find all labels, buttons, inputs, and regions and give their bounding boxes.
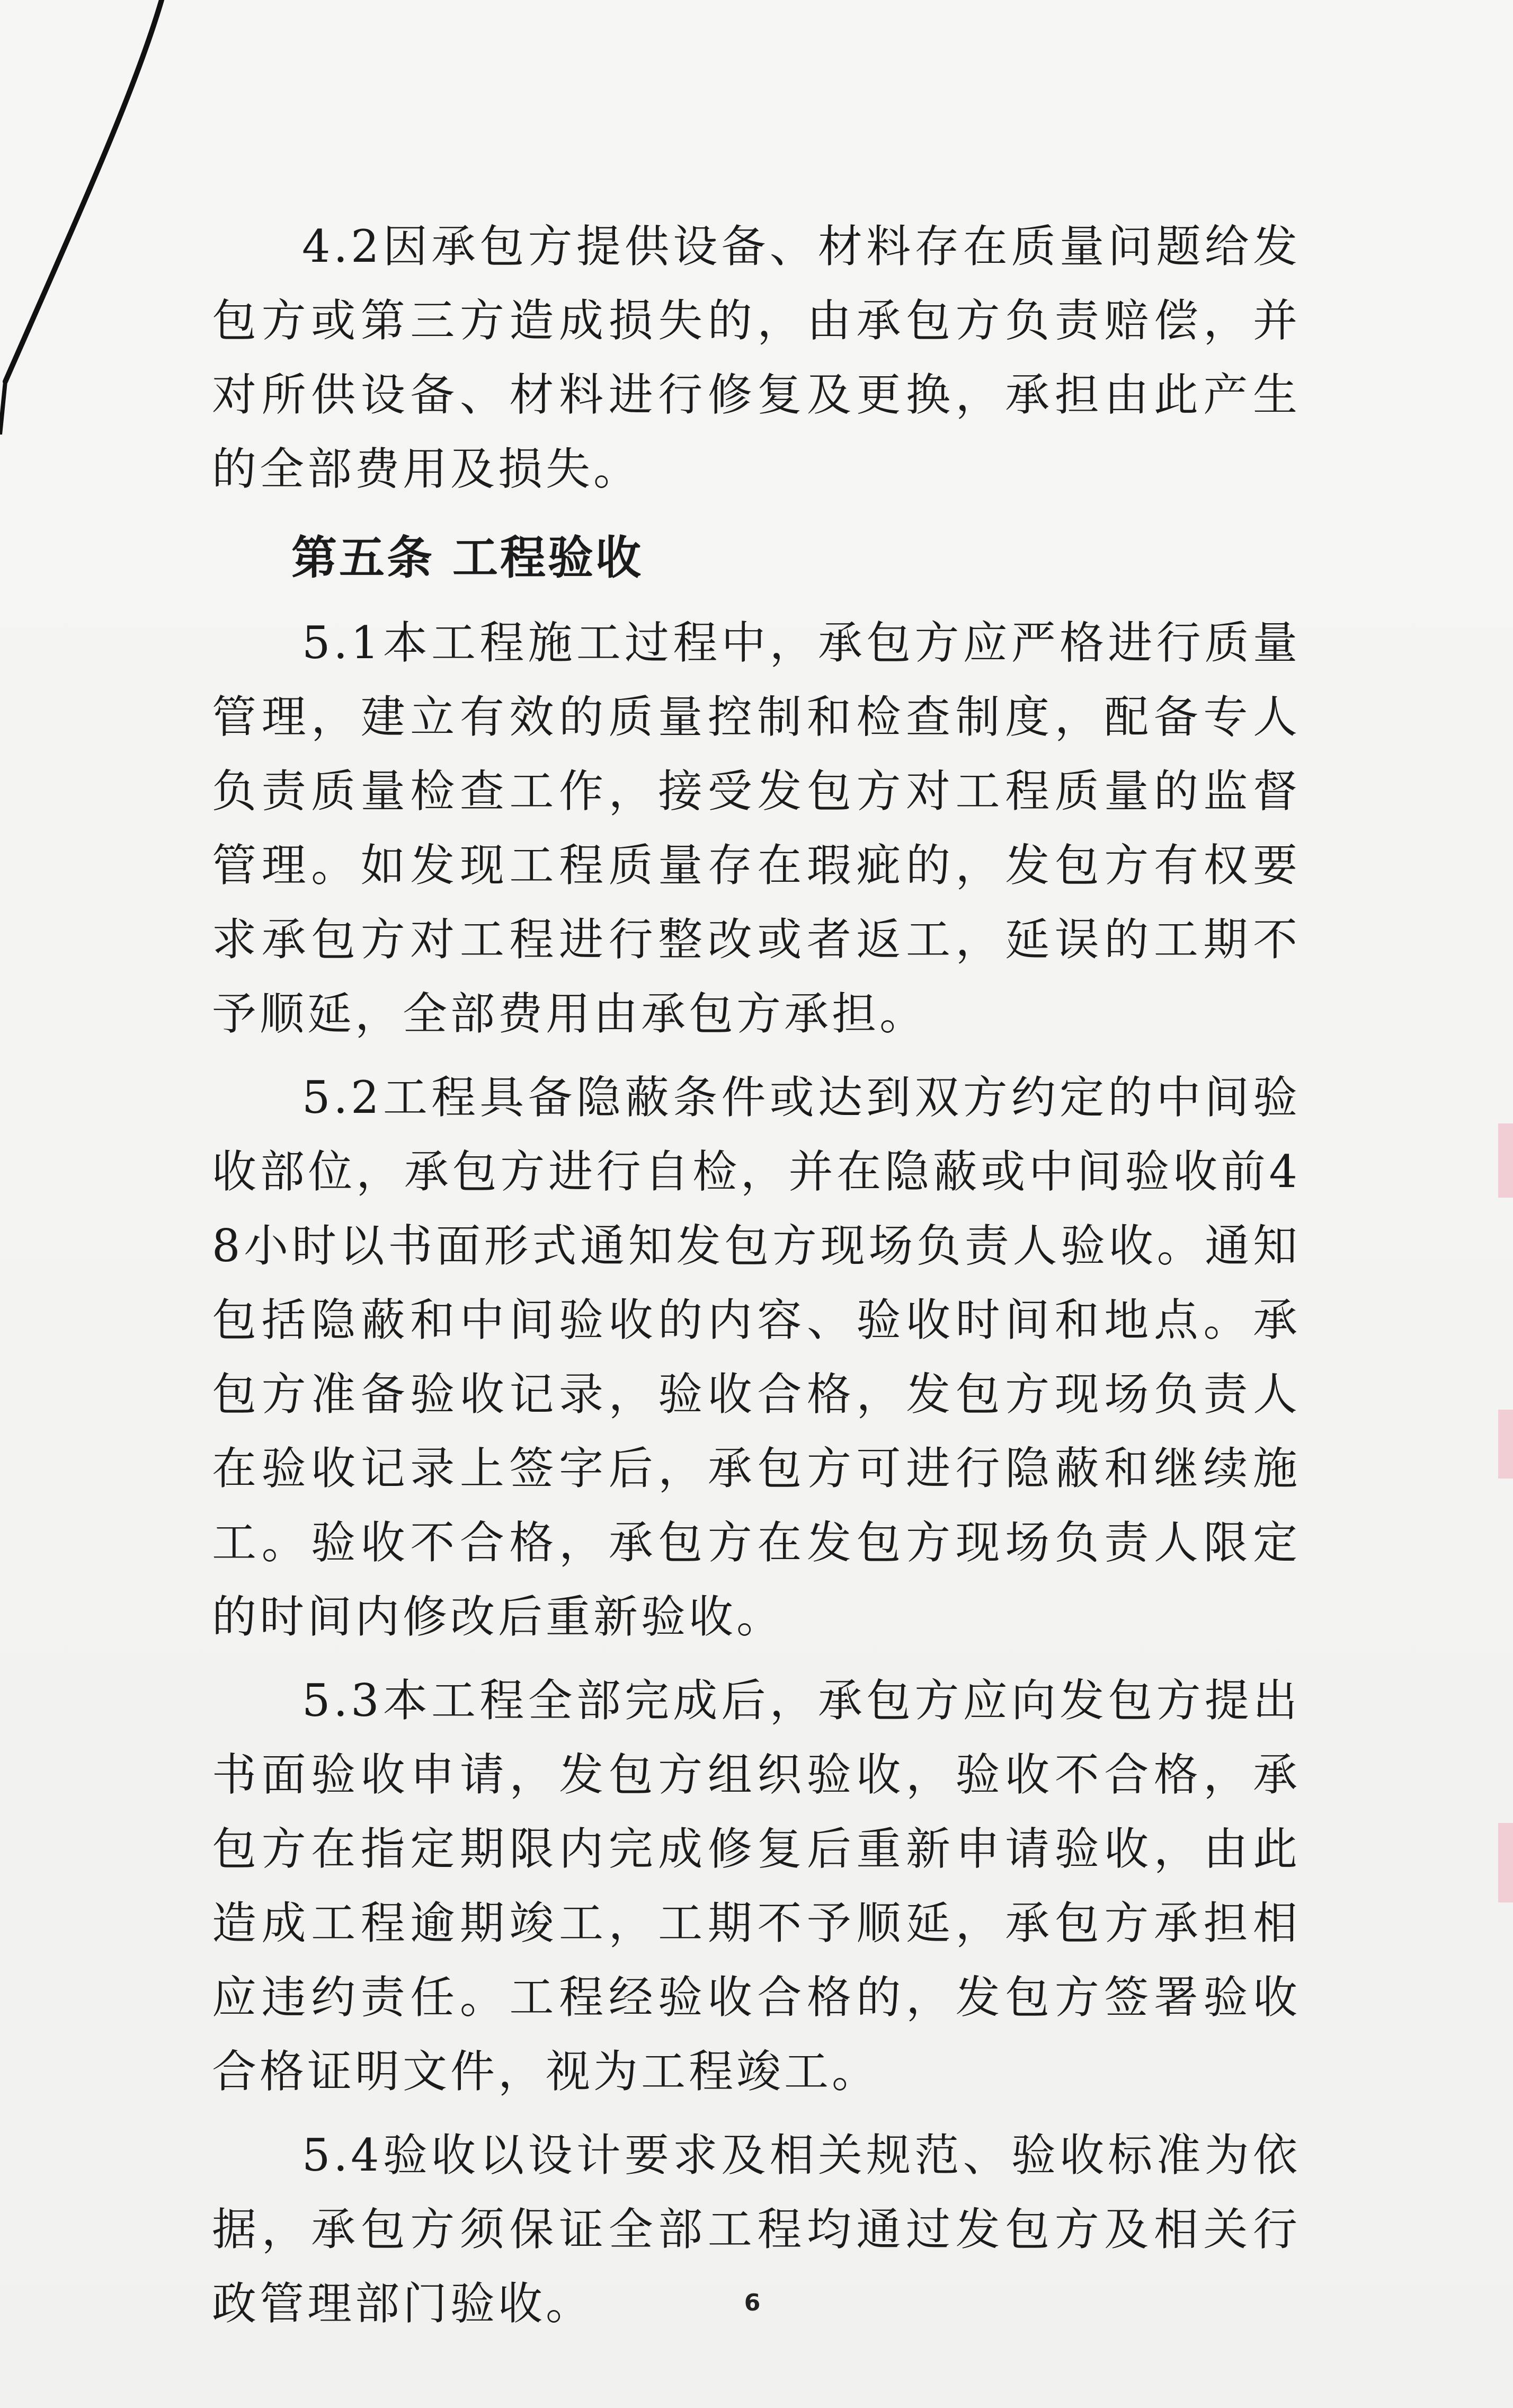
page-number: 6 xyxy=(744,2289,761,2316)
paragraph-5-4: 5.4验收以设计要求及相关规范、验收标准为依据，承包方须保证全部工程均通过发包方及相关行政管理部门验收。 xyxy=(212,2129,1301,2330)
scan-edge-line xyxy=(0,0,170,435)
paragraph-5-3: 5.3本工程全部完成后，承包方应向发包方提出书面验收申请，发包方组织验收，验收不合格，承包方在指定期限内完成修复后重新申请验收，由此造成工程逾期竣工，工期不予顺延，承包方承担相应违约责任。工程经验收合格的，发包方签署验收合格证明文件，视为工程竣工。 xyxy=(212,1675,1301,2097)
paragraph-4-2: 4.2因承包方提供设备、材料存在质量问题给发包方或第三方造成损失的，由承包方负责赔偿，并对所供设备、材料进行修复及更换，承担由此产生的全部费用及损失。 xyxy=(212,220,1301,495)
paragraph-5-2: 5.2工程具备隐蔽条件或达到双方约定的中间验收部位，承包方进行自检，并在隐蔽或中间验收前48小时以书面形式通知发包方现场负责人验收。通知包括隐蔽和中间验收的内容、验收时间和地点。承包方准备验收记录，验收合格，发包方现场负责人在验收记录上签字后，承包方可进行隐蔽和继续施工。验收不合格，承包方在发包方现场负责人限定的时间内修改后重新验收。 xyxy=(212,1072,1301,1643)
document-body xyxy=(212,209,1301,2341)
section-heading: 第五条 工程验收 xyxy=(291,532,643,585)
scan-edge-mark xyxy=(1498,1410,1513,1479)
scan-edge-mark xyxy=(1498,1123,1513,1198)
paragraph-5-1: 5.1本工程施工过程中，承包方应严格进行质量管理，建立有效的质量控制和检查制度，配备专人负责质量检查工作，接受发包方对工程质量的监督管理。如发现工程质量存在瑕疵的，发包方有权要求承包方对工程进行整改或者返工，延误的工期不予顺延，全部费用由承包方承担。 xyxy=(212,617,1301,1040)
scan-edge-mark xyxy=(1498,1823,1513,1902)
